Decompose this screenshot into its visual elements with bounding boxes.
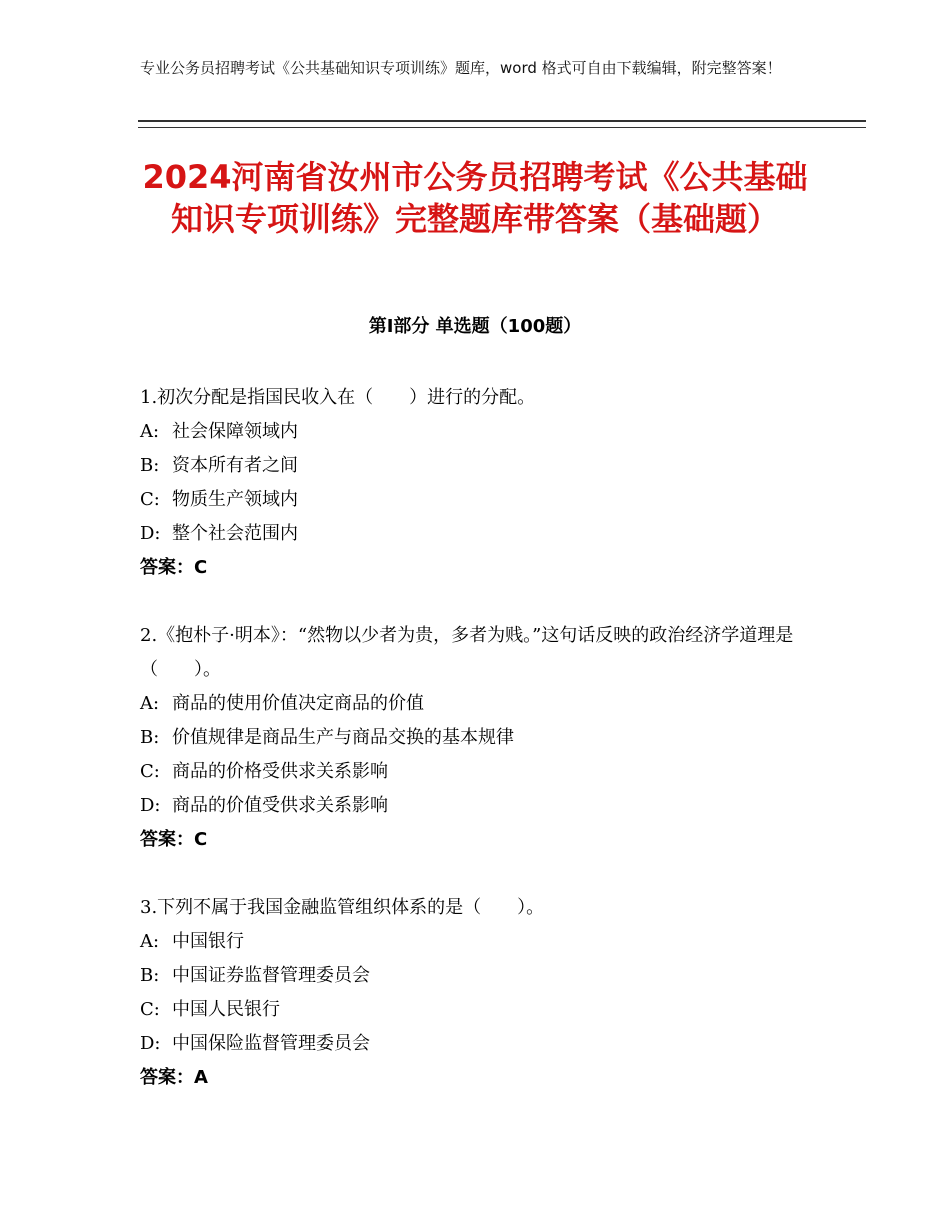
document-title: 2024河南省汝州市公务员招聘考试《公共基础知识专项训练》完整题库带答案（基础题） — [142, 158, 808, 238]
answer: 答案：A — [140, 1067, 208, 1088]
option-text: 商品的价格受供求关系影响 — [172, 761, 388, 782]
option-letter: C: — [140, 761, 160, 782]
option-letter: A: — [140, 693, 160, 714]
option-letter: D: — [140, 1033, 161, 1054]
option-letter: B: — [140, 727, 160, 748]
question-3 — [140, 891, 820, 1095]
option-text: 价值规律是商品生产与商品交换的基本规律 — [172, 727, 514, 748]
header-divider — [138, 120, 866, 128]
question-list — [140, 381, 820, 1129]
option-b — [140, 721, 820, 755]
option-b — [140, 959, 820, 993]
option-letter: C: — [140, 999, 160, 1020]
option-a — [140, 925, 820, 959]
option-text: 中国证券监督管理委员会 — [172, 965, 370, 986]
section-title: 第Ⅰ部分 单选题（100题） — [368, 316, 582, 337]
option-text: 中国保险监督管理委员会 — [172, 1033, 370, 1054]
option-a — [140, 687, 820, 721]
option-text: 物质生产领域内 — [172, 489, 298, 510]
option-d — [140, 517, 820, 551]
option-c — [140, 755, 820, 789]
option-letter: B: — [140, 455, 160, 476]
option-c — [140, 993, 820, 1027]
option-letter: A: — [140, 421, 160, 442]
option-b — [140, 449, 820, 483]
header-note: 专业公务员招聘考试《公共基础知识专项训练》题库，word 格式可自由下载编辑，附完整答案！ — [140, 59, 782, 77]
option-text: 资本所有者之间 — [172, 455, 298, 476]
question-stem: 2.《抱朴子·明本》：“然物以少者为贵，多者为贱。”这句话反映的政治经济学道理是（ ）。 — [140, 625, 794, 680]
question-1 — [140, 381, 820, 585]
option-d — [140, 789, 820, 823]
option-letter: A: — [140, 931, 160, 952]
question-stem: 3.下列不属于我国金融监管组织体系的是（ ）。 — [140, 897, 545, 918]
question-2 — [140, 619, 820, 857]
option-text: 整个社会范围内 — [172, 523, 298, 544]
option-letter: D: — [140, 795, 161, 816]
answer: 答案：C — [140, 829, 208, 850]
option-d — [140, 1027, 820, 1061]
option-text: 商品的价值受供求关系影响 — [172, 795, 388, 816]
option-text: 中国人民银行 — [172, 999, 280, 1020]
option-text: 商品的使用价值决定商品的价值 — [172, 693, 424, 714]
option-c — [140, 483, 820, 517]
answer: 答案：C — [140, 557, 208, 578]
option-a — [140, 415, 820, 449]
question-stem: 1.初次分配是指国民收入在（ ）进行的分配。 — [140, 387, 536, 408]
option-letter: D: — [140, 523, 161, 544]
option-text: 中国银行 — [172, 931, 244, 952]
option-letter: C: — [140, 489, 160, 510]
option-text: 社会保障领域内 — [172, 421, 298, 442]
option-letter: B: — [140, 965, 160, 986]
